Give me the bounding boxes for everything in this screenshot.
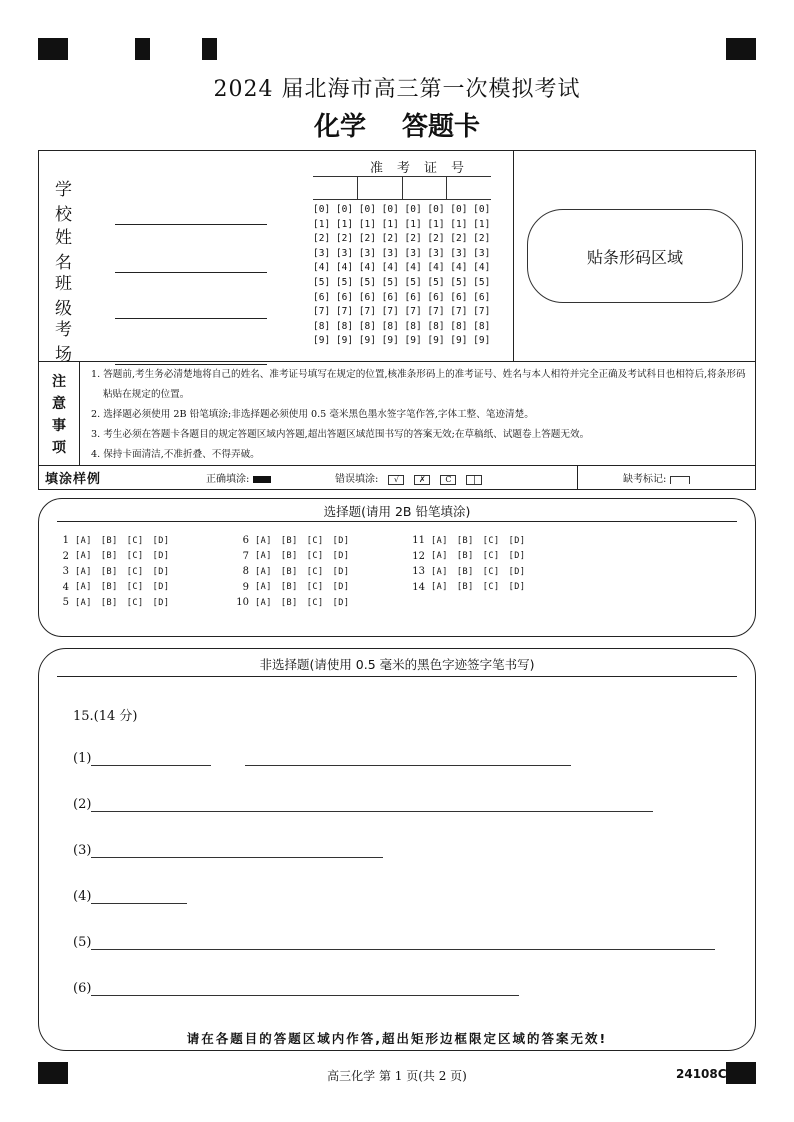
question-number: 13: [412, 566, 425, 578]
option-bubble[interactable]: [D]: [152, 551, 170, 562]
notice-list: [91, 365, 751, 465]
option-bubble[interactable]: [C]: [126, 535, 144, 546]
option-bubble[interactable]: [D]: [508, 582, 526, 593]
option-bubble[interactable]: [D]: [508, 566, 526, 577]
question-15-header: 15.(14 分): [73, 709, 138, 724]
option-bubble[interactable]: [B]: [100, 582, 118, 593]
question-number: 4: [62, 581, 69, 593]
option-bubble[interactable]: [C]: [306, 582, 324, 593]
wrong-fill-sample: [335, 470, 482, 485]
question-number: 9: [242, 581, 249, 593]
question-number: 10: [236, 597, 249, 609]
option-bubble[interactable]: [A]: [431, 582, 448, 593]
option-bubble[interactable]: [B]: [100, 535, 118, 546]
school-field[interactable]: [55, 175, 267, 225]
option-bubble[interactable]: [D]: [152, 535, 170, 546]
option-bubble[interactable]: [B]: [280, 597, 298, 608]
option-bubble[interactable]: [A]: [431, 535, 448, 546]
wrong-mark-cross: ✗: [414, 475, 430, 485]
absent-mark-label: 缺考标记:: [623, 474, 667, 485]
nonchoice-section: [38, 648, 756, 1051]
option-bubble[interactable]: [C]: [126, 597, 144, 608]
option-bubble[interactable]: [D]: [152, 582, 170, 593]
digit-row[interactable]: [6] [6] [6] [6] [6] [6] [6] [6]: [313, 291, 491, 303]
option-bubble[interactable]: [B]: [280, 551, 298, 562]
class-field[interactable]: [55, 269, 267, 319]
registration-mark-top-2: [135, 38, 150, 60]
choice-question-row: [405, 549, 534, 565]
question-number: 5: [62, 597, 69, 609]
notice-item: 4. 保持卡面清洁,不准折叠、不得弄破。: [91, 449, 260, 460]
notice-item: 3. 考生必须在答题卡各题目的规定答题区域内答题,超出答题区域范围书写的答案无效;在草稿纸、试题卷上答题无效。: [91, 429, 590, 440]
choice-question-row: [229, 533, 358, 549]
option-bubble[interactable]: [A]: [255, 551, 272, 562]
choice-question-row: [49, 549, 178, 565]
option-bubble[interactable]: [D]: [152, 597, 170, 608]
option-bubble[interactable]: [C]: [482, 535, 500, 546]
wrong-fill-label: 错误填涂:: [335, 474, 379, 485]
digit-row[interactable]: [9] [9] [9] [9] [9] [9] [9] [9]: [313, 335, 491, 347]
fill-sample-row: [39, 465, 755, 490]
digit-row[interactable]: [2] [2] [2] [2] [2] [2] [2] [2]: [313, 233, 491, 245]
name-label: 姓 名: [55, 228, 92, 273]
choice-column: [229, 533, 358, 611]
part-label: (4): [73, 889, 92, 904]
option-bubble[interactable]: [A]: [255, 597, 272, 608]
option-bubble[interactable]: [C]: [482, 582, 500, 593]
part-label: (3): [73, 843, 92, 858]
answer-line-6[interactable]: [73, 981, 519, 996]
option-bubble[interactable]: [B]: [456, 582, 474, 593]
exam-room-field[interactable]: [55, 315, 267, 365]
answer-line-4[interactable]: [73, 889, 187, 904]
choice-section: [38, 498, 756, 637]
choice-column: [405, 533, 534, 595]
option-bubble[interactable]: [A]: [255, 582, 272, 593]
page-footer: 高三化学 第 1 页(共 2 页): [327, 1069, 467, 1083]
card-code: 24108C: [676, 1067, 727, 1081]
digit-row[interactable]: [0] [0] [0] [0] [0] [0] [0] [0]: [313, 204, 491, 215]
digit-row[interactable]: [3] [3] [3] [3] [3] [3] [3] [3]: [313, 247, 491, 259]
wrong-mark-partial: C: [440, 475, 456, 485]
exam-title: 2024 届北海市高三第一次模拟考试: [213, 77, 581, 102]
option-bubble[interactable]: [C]: [482, 566, 500, 577]
question-number: 14: [412, 581, 425, 593]
option-bubble[interactable]: [C]: [306, 551, 324, 562]
option-bubble[interactable]: [B]: [280, 535, 298, 546]
exam-room-label: 考 场: [55, 320, 92, 365]
option-bubble[interactable]: [B]: [100, 597, 118, 608]
digit-row[interactable]: [7] [7] [7] [7] [7] [7] [7] [7]: [313, 306, 491, 318]
choice-question-row: [229, 564, 358, 580]
part-label: (2): [73, 797, 92, 812]
student-info-panel: [38, 150, 756, 490]
option-bubble[interactable]: [A]: [255, 535, 272, 546]
question-number: 12: [412, 550, 425, 562]
option-bubble[interactable]: [A]: [75, 566, 92, 577]
digit-row[interactable]: [1] [1] [1] [1] [1] [1] [1] [1]: [313, 218, 491, 230]
question-number: 2: [62, 550, 69, 562]
option-bubble[interactable]: [C]: [126, 551, 144, 562]
option-bubble[interactable]: [D]: [332, 582, 350, 593]
option-bubble[interactable]: [A]: [75, 582, 92, 593]
option-bubble[interactable]: [A]: [255, 566, 272, 577]
card-label: 答题卡: [402, 112, 481, 142]
digit-row[interactable]: [4] [4] [4] [4] [4] [4] [4] [4]: [313, 262, 491, 274]
choice-question-row: [229, 595, 358, 611]
question-number: 1: [62, 535, 69, 547]
answer-line-1[interactable]: [73, 751, 571, 766]
digit-row[interactable]: [5] [5] [5] [5] [5] [5] [5] [5]: [313, 276, 491, 288]
option-bubble[interactable]: [C]: [306, 597, 324, 608]
option-bubble[interactable]: [D]: [332, 551, 350, 562]
part-label: (1): [73, 751, 92, 766]
choice-question-row: [405, 564, 534, 580]
option-bubble[interactable]: [C]: [306, 566, 324, 577]
option-bubble[interactable]: [D]: [332, 535, 350, 546]
correct-fill-sample: [206, 470, 271, 485]
name-field[interactable]: [55, 223, 267, 273]
correct-fill-swatch: [253, 476, 271, 483]
registration-mark-top-3: [202, 38, 217, 60]
registration-mark-top-left: [38, 38, 68, 60]
choice-column: [49, 533, 178, 611]
notice-label: 注意事项: [52, 374, 66, 456]
part-label: (6): [73, 981, 92, 996]
choice-question-row: [49, 533, 178, 549]
question-number: 3: [62, 566, 69, 578]
question-number: 6: [242, 535, 249, 547]
option-bubble[interactable]: [B]: [456, 566, 474, 577]
class-label: 班 级: [55, 274, 92, 319]
choice-question-row: [229, 549, 358, 565]
option-bubble[interactable]: [D]: [152, 566, 170, 577]
answer-line-2[interactable]: [73, 797, 653, 812]
wrong-mark-check: √: [388, 475, 404, 485]
choice-question-row: [229, 580, 358, 596]
notice-item: 2. 选择题必须使用 2B 铅笔填涂;非选择题必须使用 0.5 毫米黑色墨水签字笔作答,字体工整、笔迹清楚。: [91, 409, 534, 420]
option-bubble[interactable]: [C]: [482, 551, 500, 562]
choice-question-row: [49, 595, 178, 611]
answer-card-title: [0, 106, 794, 143]
digit-row[interactable]: [8] [8] [8] [8] [8] [8] [8] [8]: [313, 320, 491, 332]
ticket-number-boxes[interactable]: [313, 176, 491, 200]
option-bubble[interactable]: [D]: [508, 535, 526, 546]
choice-section-title: 选择题(请用 2B 铅笔填涂): [323, 504, 471, 519]
registration-mark-top-right: [726, 38, 756, 60]
absent-mark-sample[interactable]: [623, 470, 690, 485]
ticket-number-title: 准考证号: [369, 161, 478, 176]
choice-question-row: [49, 580, 178, 596]
nonchoice-section-title: 非选择题(请使用 0.5 毫米的黑色字迹签字笔书写): [259, 657, 535, 672]
option-bubble[interactable]: [C]: [126, 566, 144, 577]
answer-line-3[interactable]: [73, 843, 383, 858]
option-bubble[interactable]: [B]: [456, 551, 474, 562]
answer-area-warning: 请在各题目的答题区域内作答,超出矩形边框限定区域的答案无效!: [186, 1031, 608, 1046]
subject-name: 化学: [313, 112, 366, 142]
option-bubble[interactable]: [C]: [126, 582, 144, 593]
option-bubble[interactable]: [A]: [431, 551, 448, 562]
wrong-mark-line: |: [466, 475, 482, 485]
option-bubble[interactable]: [B]: [100, 566, 118, 577]
notice-item: 1. 答题前,考生务必清楚地将自己的姓名、准考证号填写在规定的位置,核准条形码上的准考证号、姓名与本人相符并完全正确及考试科目也相符后,将条形码粘贴在规定的位置。: [91, 369, 746, 400]
option-bubble[interactable]: [C]: [306, 535, 324, 546]
ticket-digit-bubbles[interactable]: [313, 204, 491, 350]
option-bubble[interactable]: [A]: [75, 597, 92, 608]
option-bubble[interactable]: [D]: [332, 597, 350, 608]
option-bubble[interactable]: [B]: [280, 566, 298, 577]
option-bubble[interactable]: [B]: [456, 535, 474, 546]
absent-mark-box[interactable]: [670, 476, 690, 484]
school-label: 学 校: [55, 180, 92, 225]
question-number: 11: [412, 535, 425, 547]
option-bubble[interactable]: [D]: [508, 551, 526, 562]
question-number: 7: [242, 550, 249, 562]
correct-fill-label: 正确填涂:: [206, 474, 250, 485]
choice-question-row: [405, 580, 534, 596]
question-number: 8: [242, 566, 249, 578]
barcode-sticker-area[interactable]: 贴条形码区域: [527, 209, 743, 303]
option-bubble[interactable]: [A]: [75, 551, 92, 562]
option-bubble[interactable]: [A]: [431, 566, 448, 577]
option-bubble[interactable]: [B]: [100, 551, 118, 562]
part-label: (5): [73, 935, 92, 950]
choice-question-row: [49, 564, 178, 580]
option-bubble[interactable]: [B]: [280, 582, 298, 593]
fill-sample-label: 填涂样例: [45, 472, 102, 487]
choice-question-row: [405, 533, 534, 549]
option-bubble[interactable]: [D]: [332, 566, 350, 577]
answer-line-5[interactable]: [73, 935, 715, 950]
option-bubble[interactable]: [A]: [75, 535, 92, 546]
